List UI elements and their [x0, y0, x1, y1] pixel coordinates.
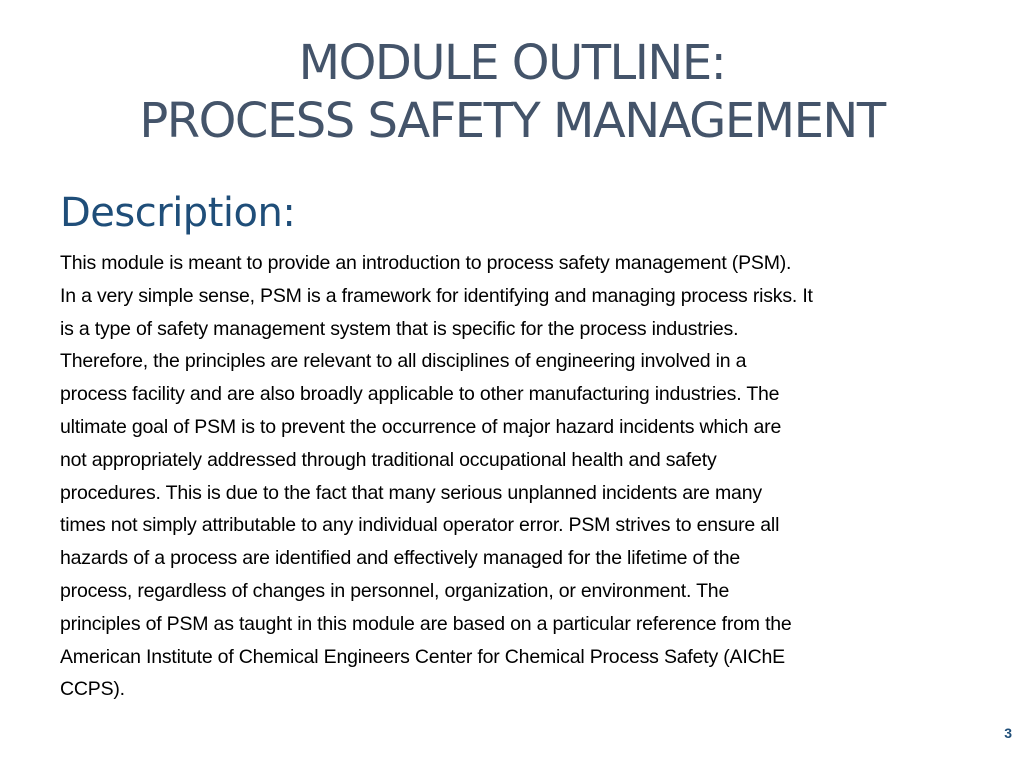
body-line: is a type of safety management system that is specific for the process industries. — [60, 317, 739, 340]
body-line: hazards of a process are identified and effectively managed for the lifetime of the — [60, 547, 741, 570]
body-line: In a very simple sense, PSM is a framework for identifying and managing process risks. It — [60, 284, 813, 307]
body-line: Therefore, the principles are relevant to all disciplines of engineering involved in a — [60, 350, 747, 373]
body-line: CCPS). — [60, 678, 125, 701]
description-heading: Description: — [60, 190, 296, 236]
body-line: American Institute of Chemical Engineers Center for Chemical Process Safety (AIChE — [60, 645, 785, 668]
page-number: 3 — [1004, 725, 1012, 741]
body-line: not appropriately addressed through traditional occupational health and safety — [60, 448, 717, 471]
body-line: This module is meant to provide an introduction to process safety management (PSM). — [60, 252, 792, 274]
body-line: process, regardless of changes in personnel, organization, or environment. The — [60, 579, 730, 602]
body-line: ultimate goal of PSM is to prevent the occurrence of major hazard incidents which are — [60, 415, 782, 438]
slide-title — [0, 34, 1024, 150]
body-line: principles of PSM as taught in this module are based on a particular reference from the — [60, 612, 792, 635]
body-line: procedures. This is due to the fact that many serious unplanned incidents are many — [60, 481, 762, 504]
body-line: process facility and are also broadly applicable to other manufacturing industries. The — [60, 383, 780, 406]
title-line-2: PROCESS SAFETY MANAGEMENT — [139, 93, 885, 149]
title-line-1: MODULE OUTLINE: — [298, 35, 726, 91]
description-body — [60, 247, 980, 706]
body-line: times not simply attributable to any individual operator error. PSM strives to ensure all — [60, 514, 780, 537]
